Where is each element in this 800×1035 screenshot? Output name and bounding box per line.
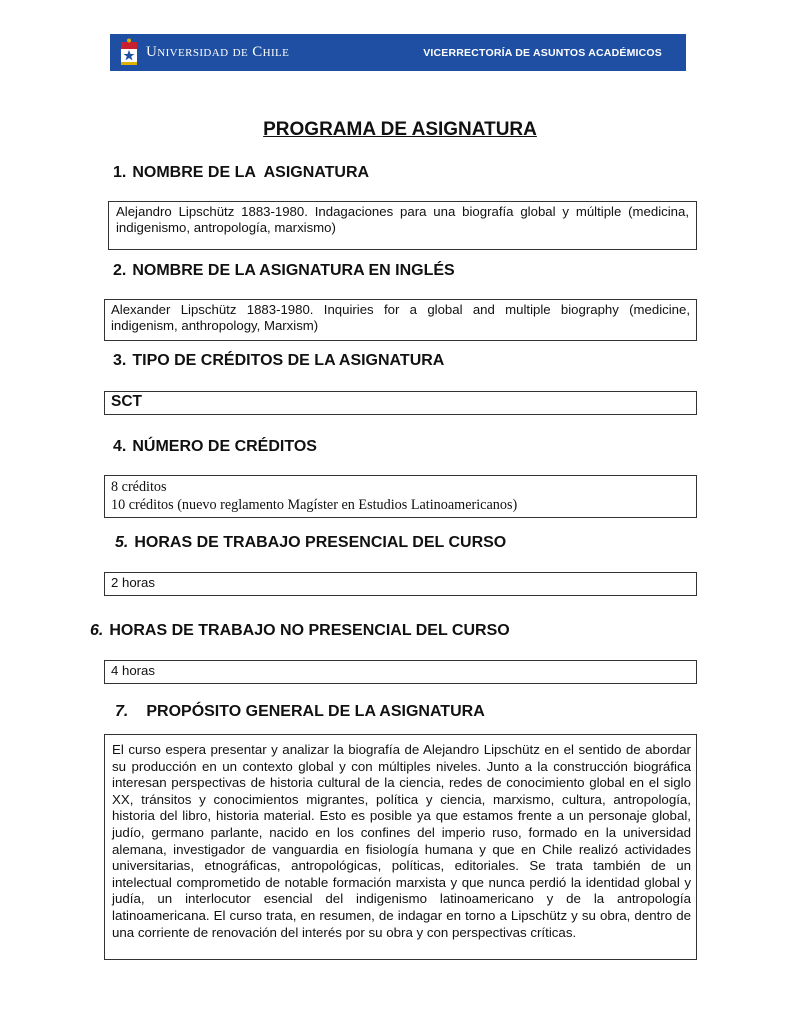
section-4-title: NÚMERO DE CRÉDITOS <box>132 438 317 455</box>
section-3-title: TIPO DE CRÉDITOS DE LA ASIGNATURA <box>132 352 445 369</box>
section-4-content-box <box>104 475 697 518</box>
university-name: Universidad de Chile <box>146 44 290 60</box>
section-1-content: Alejandro Lipschütz 1883-1980. Indagaciones para una biografía global y múltiple (medicina, indigenismo, antropología, marxismo) <box>116 204 689 235</box>
section-3-content-box <box>104 391 697 415</box>
section-6-content: 4 horas <box>111 663 155 678</box>
section-2-content-box <box>104 299 697 341</box>
section-4-heading <box>113 438 317 456</box>
section-1-number: 1. <box>113 164 127 181</box>
university-logo <box>118 38 289 68</box>
section-4-line-1: 8 créditos <box>111 479 167 495</box>
section-2-heading <box>113 262 455 280</box>
section-6-title: HORAS DE TRABAJO NO PRESENCIAL DEL CURSO <box>109 622 510 639</box>
section-5-title: HORAS DE TRABAJO PRESENCIAL DEL CURSO <box>134 534 507 551</box>
university-crest-icon <box>118 38 140 68</box>
section-7-number: 7. <box>115 703 129 720</box>
section-5-content: 2 horas <box>111 575 155 590</box>
section-4-line-2: 10 créditos (nuevo reglamento Magíster en Estudios Latinoamericanos) <box>111 497 518 513</box>
section-5-content-box <box>104 572 697 596</box>
section-3-heading <box>113 352 444 370</box>
section-3-number: 3. <box>113 352 127 369</box>
page-title: PROGRAMA DE ASIGNATURA <box>263 119 537 140</box>
section-5-number: 5. <box>115 534 129 551</box>
section-6-content-box <box>104 660 697 684</box>
section-7-title: PROPÓSITO GENERAL DE LA ASIGNATURA <box>146 703 485 720</box>
section-5-heading <box>115 534 506 552</box>
section-6-heading <box>90 622 510 640</box>
section-1-content-box <box>108 201 697 250</box>
section-3-content: SCT <box>111 393 142 410</box>
section-7-content: El curso espera presentar y analizar la biografía de Alejandro Lipschütz en el sentido de abordar su producción en un contexto global y con múltiples niveles. Junto a la construcción biográfica interesan perspectivas de historia cultural de la ciencia, redes de conocimiento global en el siglo XX, tránsitos y conocimientos migrantes, política y ciencia, marxismo, cultura, antropología, historia del libro, historia material. Esto es posible ya que estamos frente a un personaje global, judío, germano parlante, nacido en los confines del imperio ruso, formado en la universidad alemana, investigador de vanguardia en fisiología humana y que en Chile realizó actividades universitarias, etnográficas, antropológicas, políticas, editoriales. Se trata también de un intelectual comprometido de notable formación marxista y que nunca perdió la identidad global y judía, un interlocutor esencial del indigenismo latinoamericano y de la antropología latinoamericana. El curso trata, en resumen, de indagar en torno a Lipschütz y su obra, dentro de una corriente de renovación del interés por su obra y con perspectivas críticas. <box>112 742 691 940</box>
header-banner <box>110 34 686 71</box>
section-1-title: NOMBRE DE LA ASIGNATURA <box>132 164 370 181</box>
section-7-heading <box>115 703 485 721</box>
section-1-heading <box>113 164 369 182</box>
section-2-title: NOMBRE DE LA ASIGNATURA EN INGLÉS <box>132 262 455 279</box>
section-7-content-box <box>104 734 697 960</box>
office-name: VICERRECTORÍA DE ASUNTOS ACADÉMICOS <box>423 46 662 59</box>
section-6-number: 6. <box>90 622 104 639</box>
section-2-content: Alexander Lipschütz 1883-1980. Inquiries for a global and multiple biography (medicine, indigenism, anthropology, Marxism) <box>111 302 690 333</box>
section-4-number: 4. <box>113 438 127 455</box>
section-2-number: 2. <box>113 262 127 279</box>
